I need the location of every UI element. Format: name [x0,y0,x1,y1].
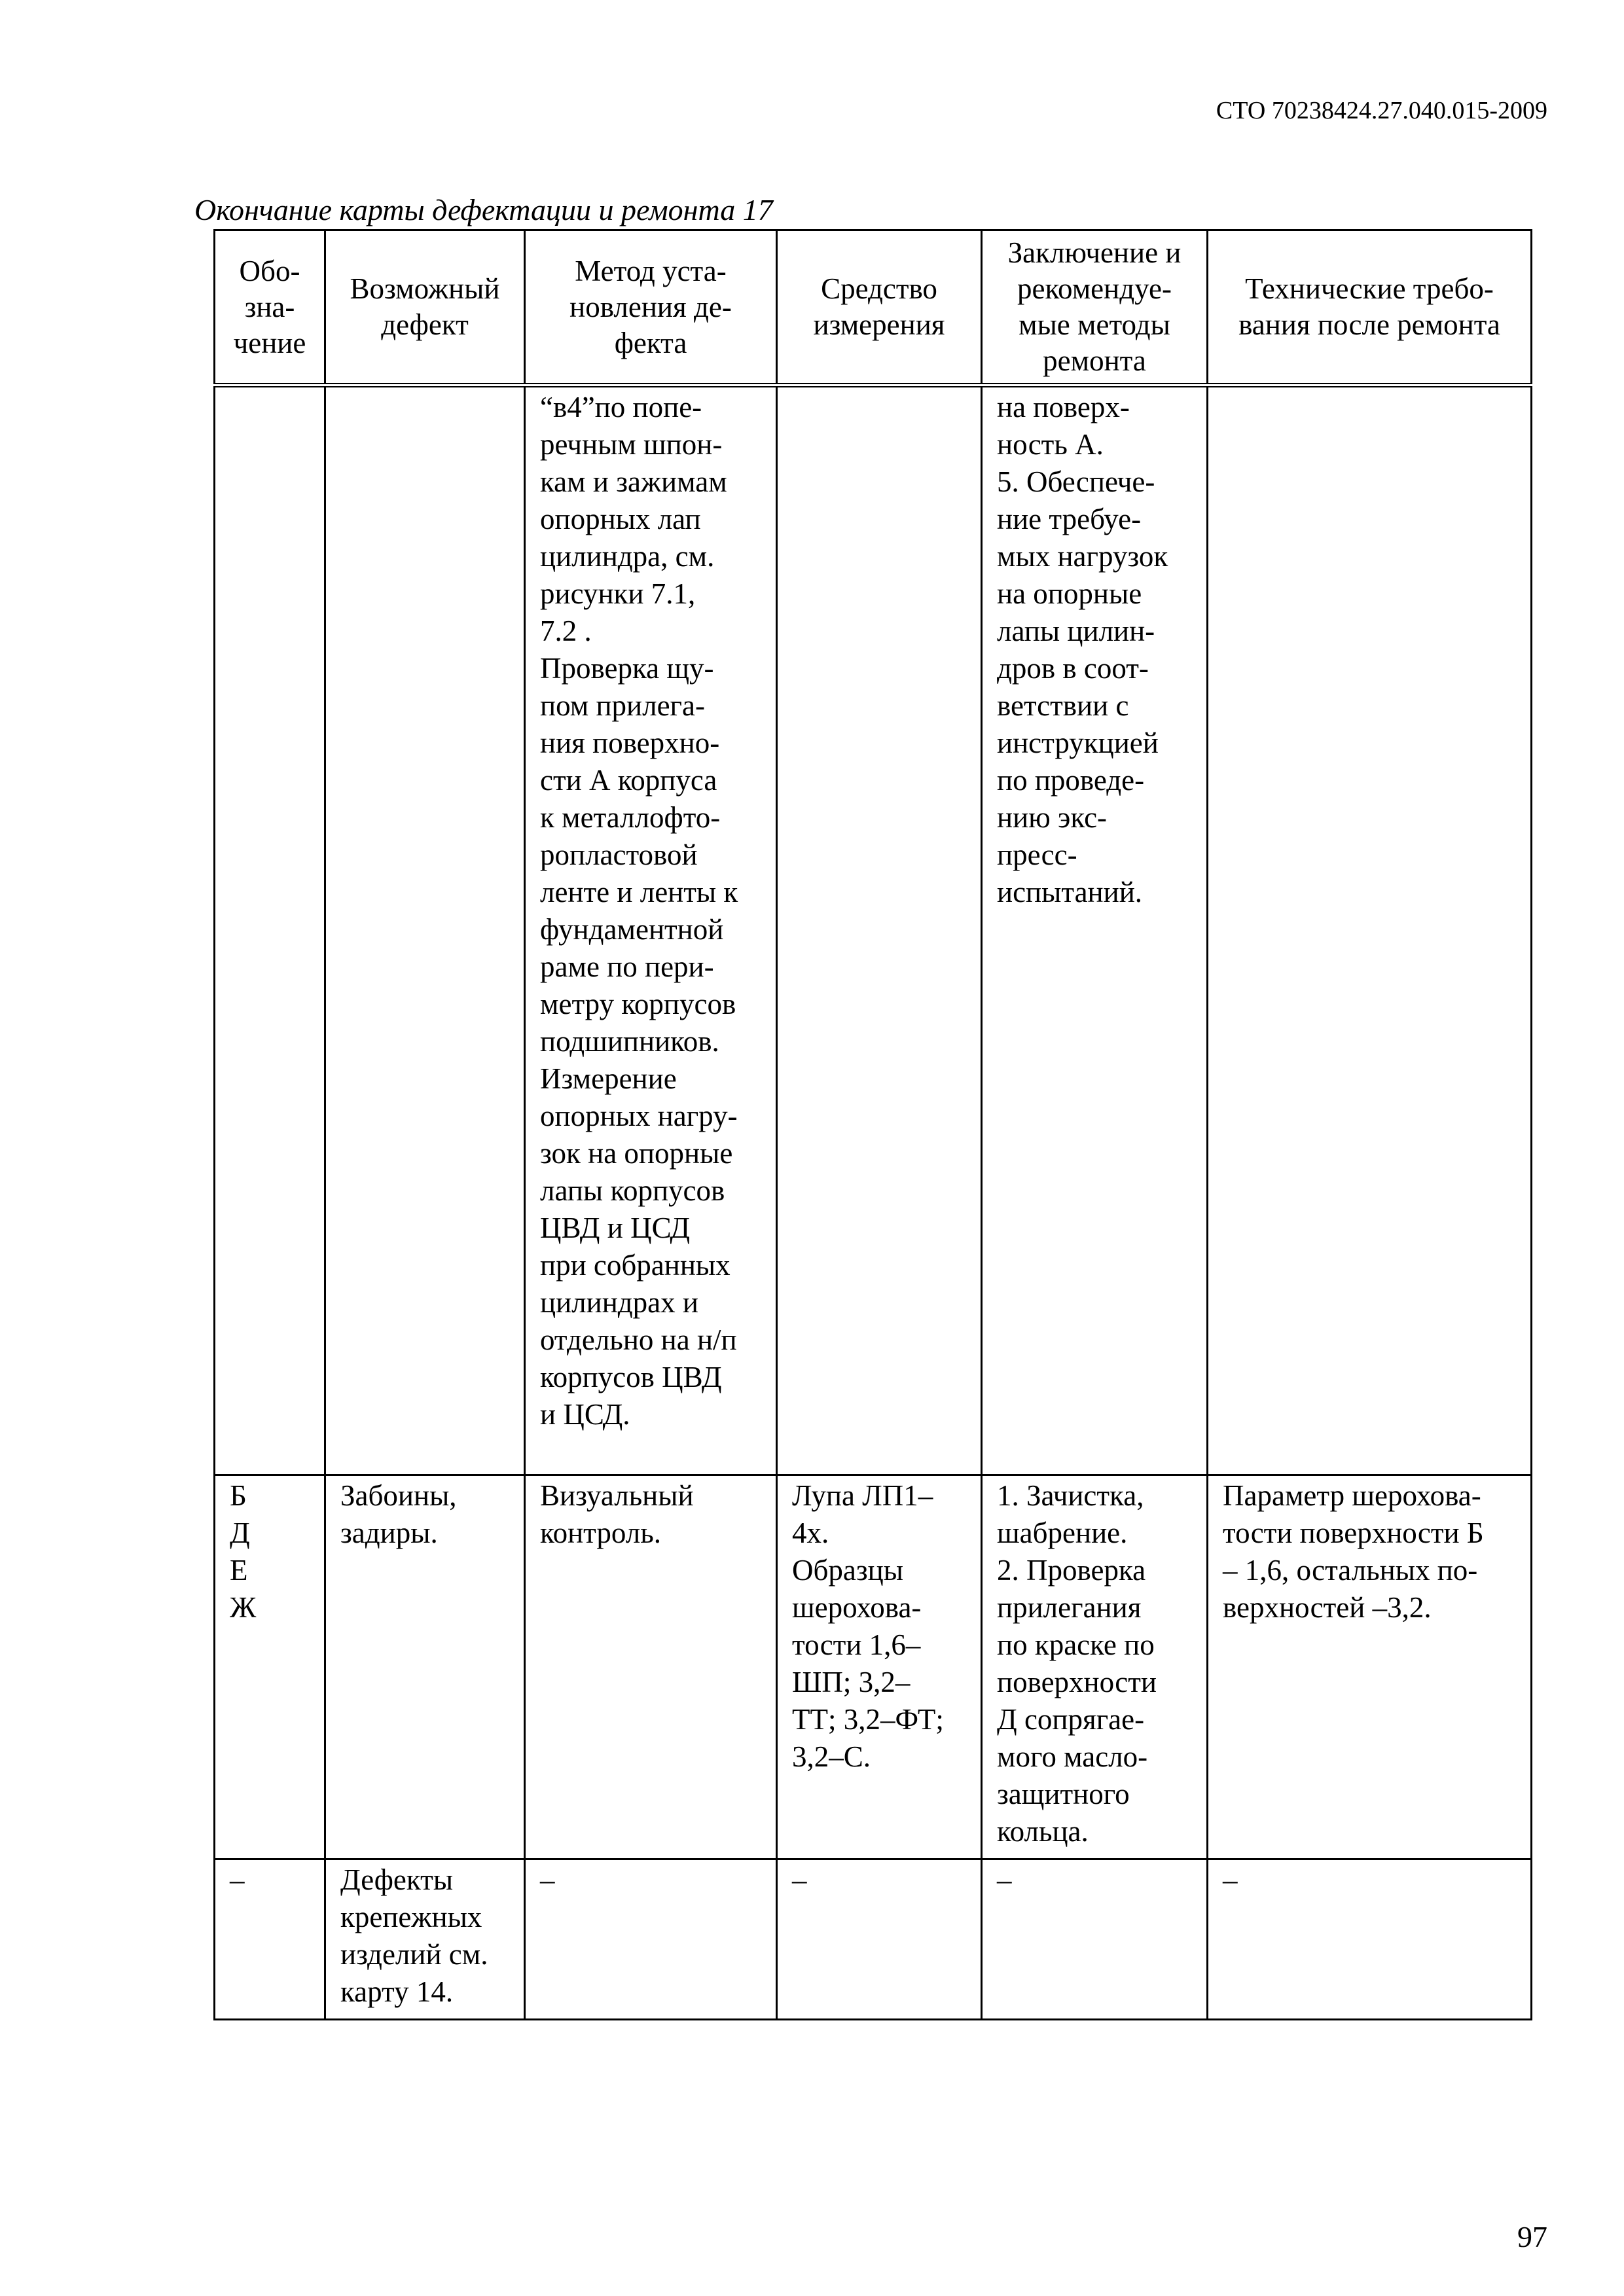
cell-designation: – [215,1859,325,2020]
cell-measuring-tool: – [777,1859,982,2020]
column-header-measuring-tool: Средство измерения [777,230,982,386]
column-header-designation: Обо- зна- чение [215,230,325,386]
cell-conclusion-repair: 1. Зачистка, шабрение. 2. Проверка прилегания по краске по поверхности Д сопрягае- мого масло- защитного кольца. [982,1475,1208,1859]
document-code: СТО 70238424.27.040.015-2009 [1216,97,1547,124]
cell-conclusion-repair: на поверх- ность А. 5. Обеспече- ние требуе- мых нагрузок на опорные лапы цилин- дров в соот- ветствии с инструкцией по проведе- нию экс- пресс- испытаний. [982,386,1208,1475]
cell-technical-requirements [1208,386,1532,1475]
cell-possible-defect [325,386,525,1475]
cell-detection-method: “в4”по попе- речным шпон- кам и зажимам опорных лап цилиндра, см. рисунки 7.1, 7.2 . Проверка щу- пом прилега- ния поверхно- сти А корпуса к металлофто- ропластовой ленте и ленты к фундаментной раме по пери- метру корпусов подшипников. Измерение опорных нагру- зок на опорные лапы корпусов ЦВД и ЦСД при собранных цилиндрах и отдельно на н/п корпусов ЦВД и ЦСД. [525,386,777,1475]
cell-technical-requirements: Параметр шерохова- тости поверхности Б – 1,6, остальных по- верхностей –3,2. [1208,1475,1532,1859]
table-caption: Окончание карты дефектации и ремонта 17 [194,193,773,226]
column-header-possible-defect: Возможный дефект [325,230,525,386]
cell-designation [215,386,325,1475]
cell-measuring-tool: Лупа ЛП1– 4х. Образцы шерохова- тости 1,6– ШП; 3,2– ТТ; 3,2–ФТ; 3,2–С. [777,1475,982,1859]
cell-possible-defect: Забоины, задиры. [325,1475,525,1859]
cell-measuring-tool [777,386,982,1475]
cell-detection-method: Визуальный контроль. [525,1475,777,1859]
cell-designation: Б Д Е Ж [215,1475,325,1859]
column-header-conclusion-repair: Заключение и рекомендуе- мые методы ремонта [982,230,1208,386]
cell-technical-requirements: – [1208,1859,1532,2020]
cell-possible-defect: Дефекты крепежных изделий см. карту 14. [325,1859,525,2020]
defect-repair-card-table [213,229,1532,2020]
table-row [215,1475,1532,1859]
column-header-technical-requirements: Технические требо- вания после ремонта [1208,230,1532,386]
cell-detection-method: – [525,1859,777,2020]
column-header-detection-method: Метод уста- новления де- фекта [525,230,777,386]
cell-conclusion-repair: – [982,1859,1208,2020]
table-header-row [215,230,1532,386]
table-row [215,386,1532,1475]
table-row [215,1859,1532,2020]
page-number: 97 [1517,2220,1547,2253]
